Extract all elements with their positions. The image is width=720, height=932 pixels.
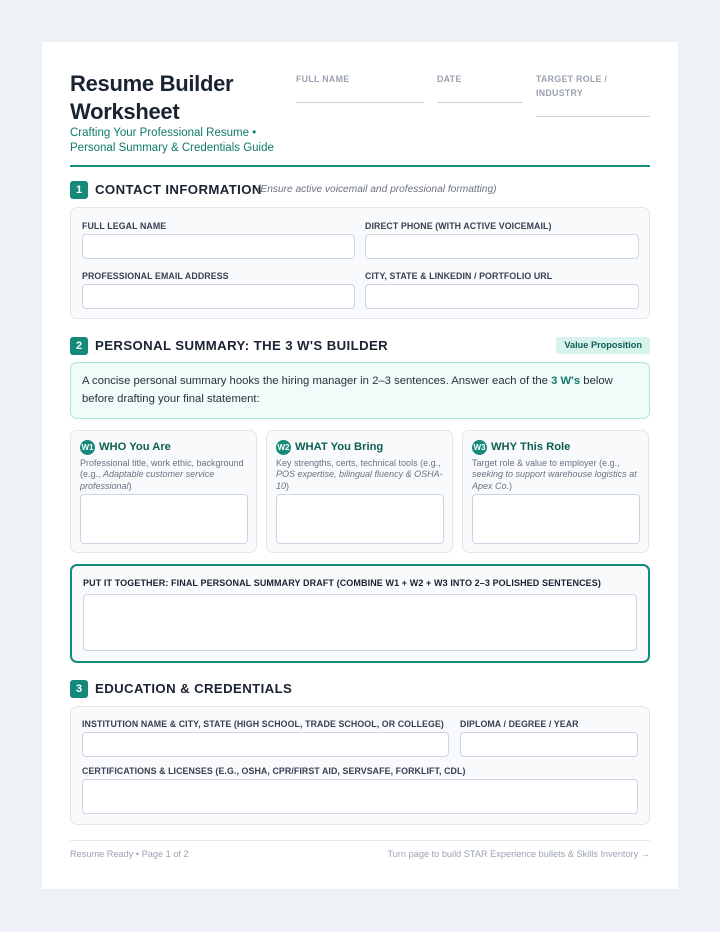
section-title: PERSONAL SUMMARY: THE 3 W'S BUILDER [95,338,389,353]
intro-text-end: below before drafting your final statement: [82,375,613,405]
section-title: EDUCATION & CREDENTIALS [95,681,293,696]
target-role-input-line[interactable] [536,116,650,117]
w2-description: Key strengths, certs, technical tools (e.g., POS expertise, bilingual fluency & OSHA-10) [276,458,443,491]
header-full-name [296,72,424,104]
value-proposition-badge: Value Proposition [556,337,650,354]
worksheet-page [42,42,678,889]
section-number: 1 [70,181,88,199]
institution-label: INSTITUTION NAME & CITY, STATE (HIGH SCHOOL, TRADE SCHOOL, OR COLLEGE) [82,719,444,729]
education-box [70,706,650,825]
full-name-input-line[interactable] [296,102,424,103]
w1-title: WHO You Are [99,441,171,453]
footer-next-page-hint: Turn page to build STAR Experience bullets & Skills Inventory → [387,849,650,859]
institution-input[interactable] [82,732,449,757]
city-state-input[interactable] [365,284,639,309]
city-state-label: CITY, STATE & LINKEDIN / PORTFOLIO URL [365,271,553,281]
w3-title: WHY This Role [491,441,571,453]
summary-intro [70,362,650,419]
intro-text-start: A concise personal summary hooks the hiring manager in 2–3 sentences. Answer each of the [82,375,552,387]
full-legal-name-label: FULL LEGAL NAME [82,221,167,231]
final-summary-box [70,564,650,663]
page-subtitle: Crafting Your Professional Resume • Personal Summary & Credentials Guide [70,127,274,154]
full-name-label: FULL NAME [296,74,350,84]
w3-input[interactable] [472,494,640,544]
email-input[interactable] [82,284,355,309]
final-summary-input[interactable] [83,594,637,651]
section-title: CONTACT INFORMATION [95,182,262,197]
section-education-header [70,680,650,698]
header-date [437,72,523,104]
w2-title: WHAT You Bring [295,441,384,453]
w2-input[interactable] [276,494,444,544]
section-summary-header [70,337,650,355]
section-number: 2 [70,337,88,355]
email-label: PROFESSIONAL EMAIL ADDRESS [82,271,229,281]
w1-card [70,430,257,553]
section-number: 3 [70,680,88,698]
w3-description: Target role & value to employer (e.g., seeking to support warehouse logistics at Apex Co.) [472,458,637,491]
w3-card [462,430,649,553]
w1-input[interactable] [80,494,248,544]
certifications-input[interactable] [82,779,638,814]
w2-card [266,430,453,553]
certifications-label: CERTIFICATIONS & LICENSES (E.G., OSHA, CPR/FIRST AID, SERVSAFE, FORKLIFT, CDL) [82,766,466,776]
diploma-label: DIPLOMA / DEGREE / YEAR [460,719,579,729]
w1-tag: W1 [80,440,95,455]
target-role-label: TARGET ROLE / INDUSTRY [536,74,608,98]
full-legal-name-input[interactable] [82,234,355,259]
header-target-role [536,72,650,118]
w3-tag: W3 [472,440,487,455]
header-divider [70,165,650,167]
page-title: Resume Builder Worksheet [70,71,234,124]
intro-text-bold: 3 W's [551,375,581,387]
w1-description: Professional title, work ethic, background (e.g., Adaptable customer service professional) [80,458,244,491]
date-label: DATE [437,74,462,84]
w2-tag: W2 [276,440,291,455]
final-summary-label: PUT IT TOGETHER: FINAL PERSONAL SUMMARY DRAFT (COMBINE W1 + W2 + W3 INTO 2–3 POLISHED SENTENCES) [83,578,601,588]
footer-page-info: Resume Ready • Page 1 of 2 [70,849,189,859]
diploma-input[interactable] [460,732,638,757]
section-note: (Ensure active voicemail and professional formatting) [257,184,497,195]
direct-phone-label: DIRECT PHONE (WITH ACTIVE VOICEMAIL) [365,221,552,231]
section-contact-header [70,181,650,199]
contact-info-box [70,207,650,319]
direct-phone-input[interactable] [365,234,639,259]
date-input-line[interactable] [437,102,523,103]
footer-divider [70,840,650,841]
